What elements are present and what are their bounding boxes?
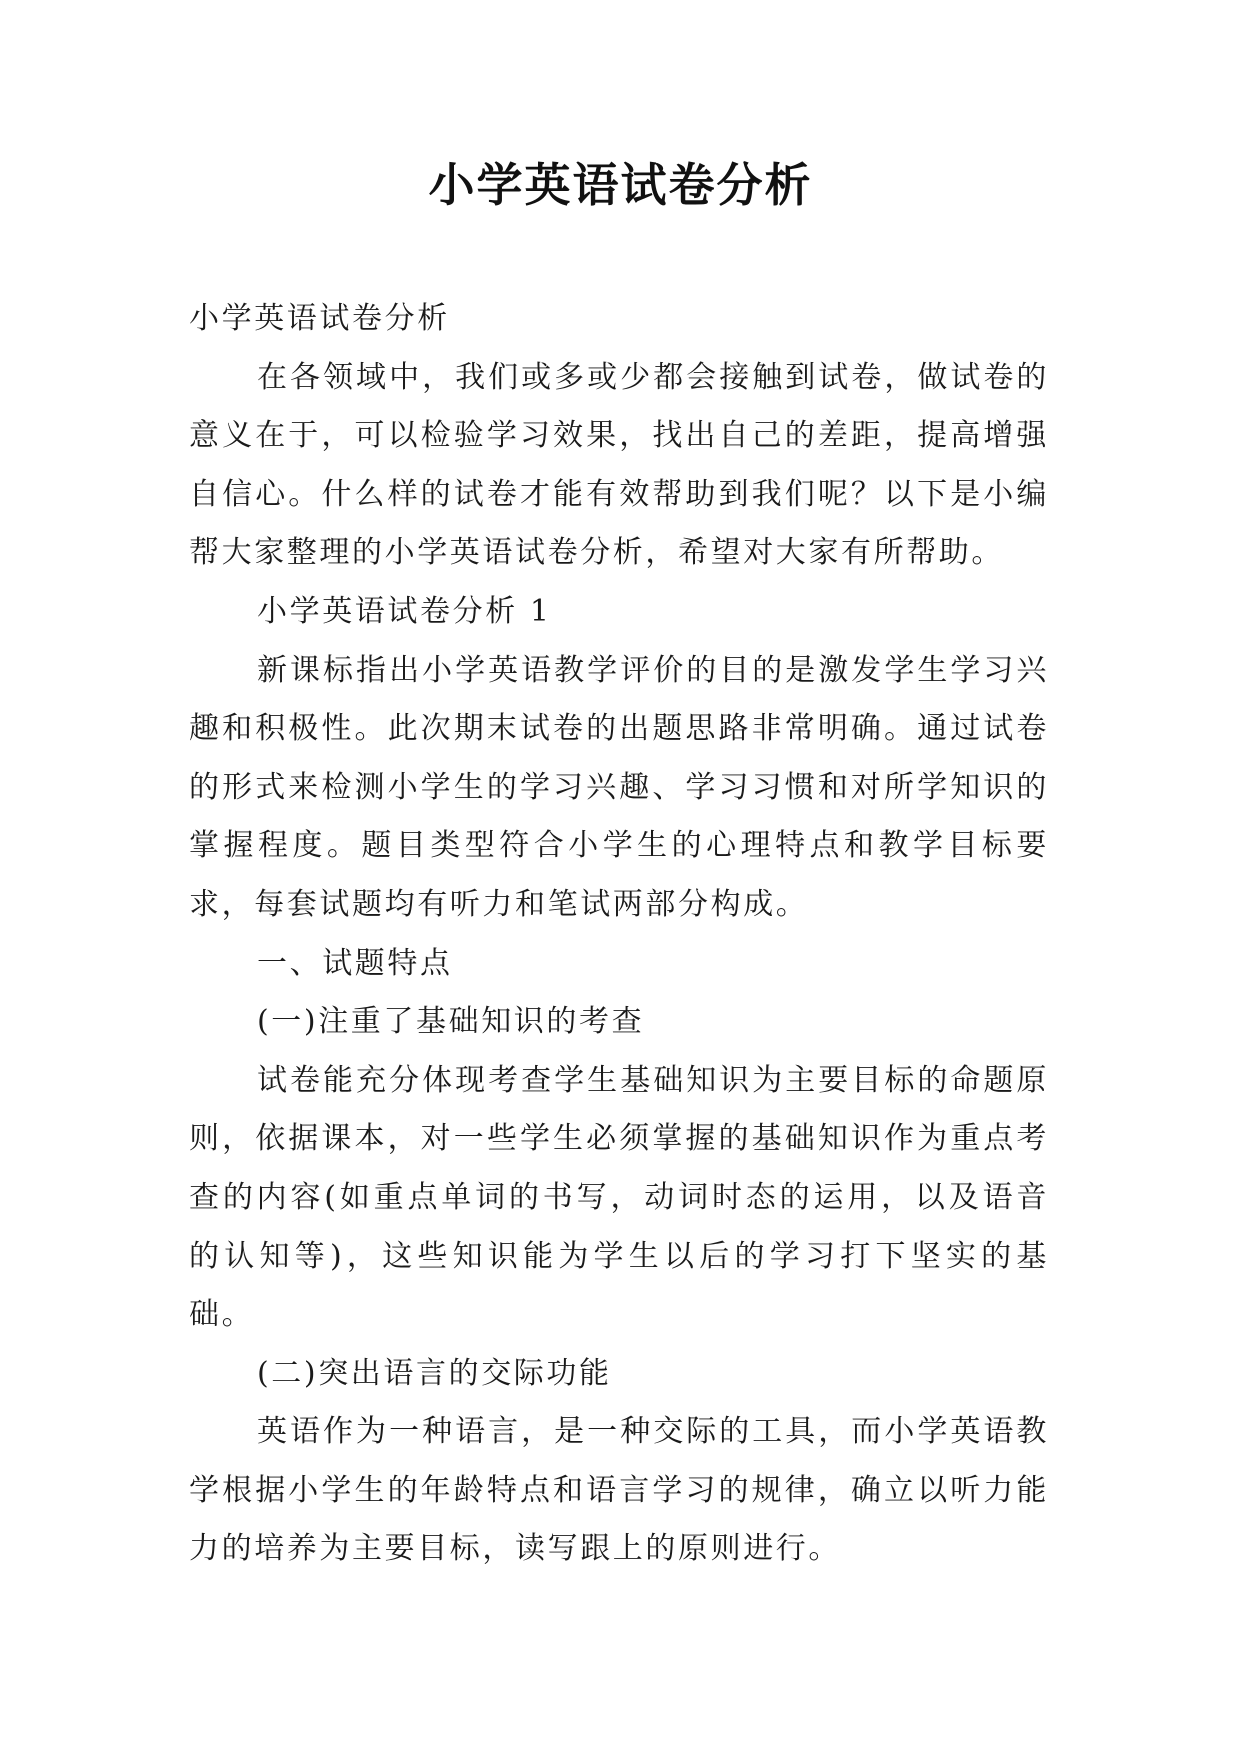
subheading-communication: (二)突出语言的交际功能 [257,1355,612,1391]
document-title: 小学英语试卷分析 [428,158,813,212]
subheading-basic-knowledge: (一)注重了基础知识的考查 [257,1004,645,1040]
document-body [189,290,1049,1579]
section-heading-analysis-1: 小学英语试卷分析 1 [257,593,552,629]
paragraph-basic-knowledge: 试卷能充分体现考查学生基础知识为主要目标的命题原则，依据课本，对一些学生必须掌握的基础知识作为重点考查的内容(如重点单词的书写，动词时态的运用，以及语音的认知等)，这些知识能为学生以后的学习打下坚实的基础。 [189,1062,1049,1333]
paragraph-communication: 英语作为一种语言，是一种交际的工具，而小学英语教学根据小学生的年龄特点和语言学习的规律，确立以听力能力的培养为主要目标，读写跟上的原则进行。 [189,1414,1049,1567]
paragraph-subtitle: 小学英语试卷分析 [189,301,450,336]
paragraph-intro: 在各领域中，我们或多或少都会接触到试卷，做试卷的意义在于，可以检验学习效果，找出自己的差距，提高增强自信心。什么样的试卷才能有效帮助到我们呢？以下是小编帮大家整理的小学英语试卷分析，希望对大家有所帮助。 [189,359,1049,571]
paragraph-curriculum: 新课标指出小学英语教学评价的目的是激发学生学习兴趣和积极性。此次期末试卷的出题思路非常明确。通过试卷的形式来检测小学生的学习兴趣、学习习惯和对所学知识的掌握程度。题目类型符合小学生的心理特点和教学目标要求，每套试题均有听力和笔试两部分构成。 [189,652,1049,922]
section-heading-features: 一、试题特点 [257,945,453,981]
